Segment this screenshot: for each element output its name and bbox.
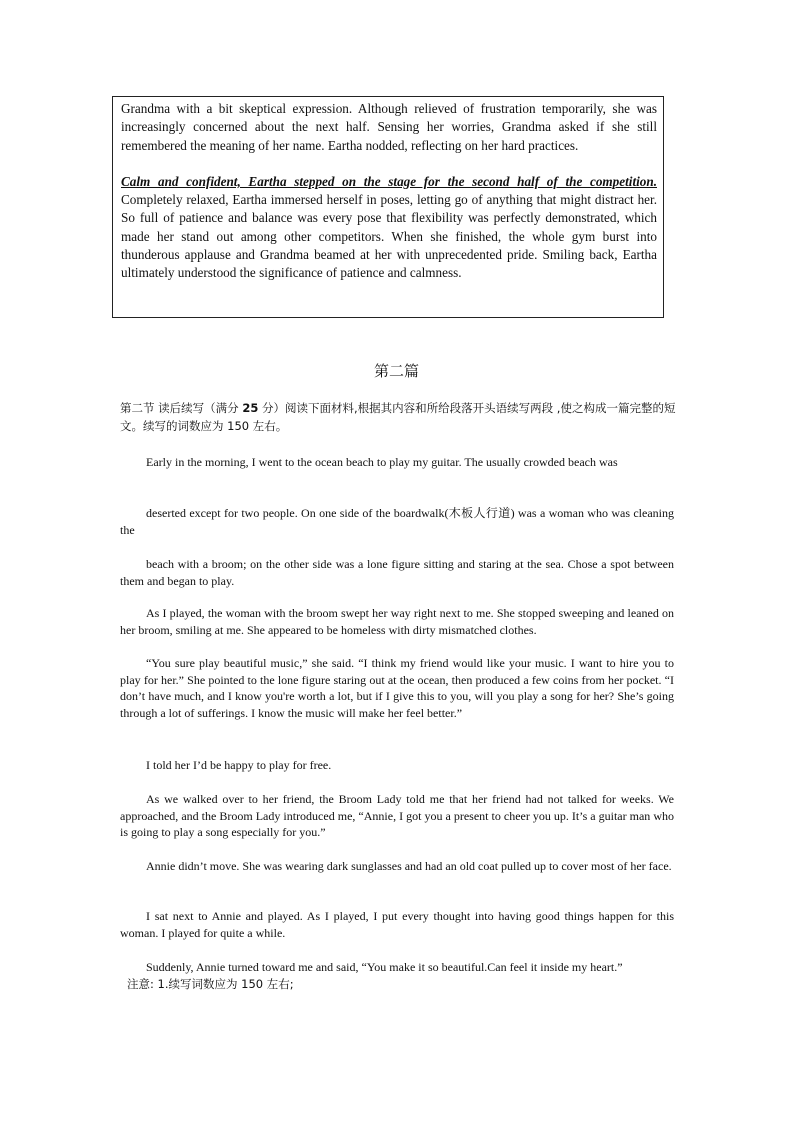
task-instructions bbox=[120, 399, 678, 435]
story-paragraph-7: As we walked over to her friend, the Broom Lady told me that her friend had not talked for weeks. We approached, and the Broom Lady introduced me, “Annie, I got you a present to cheer you up. It’s a guitar man who is going to play a song especially for you.” bbox=[120, 792, 674, 839]
box-paragraph-1: Grandma with a bit skeptical expression. Although relieved of frustration temporarily, she was increasingly concerned about the next half. Sensing her worries, Grandma asked if she still remembered the meaning of her name. Eartha nodded, reflecting on her hard practices. bbox=[121, 101, 657, 153]
story-paragraph-9: I sat next to Annie and played. As I played, I put every thought into having good things happen for this woman. I played for quite a while. bbox=[120, 909, 674, 940]
story-paragraph-4: As I played, the woman with the broom swept her way right next to me. She stopped sweeping and leaned on her broom, smiling at me. She appeared to be homeless with dirty mismatched clothes. bbox=[120, 606, 674, 637]
story-paragraph-10: Suddenly, Annie turned toward me and said, “You make it so beautiful.Can feel it inside my heart.” bbox=[146, 960, 623, 974]
story-paragraph-2: deserted except for two people. On one side of the boardwalk(木板人行道) was a woman who was cleaning the bbox=[120, 506, 674, 537]
section-heading: 第二篇 bbox=[373, 362, 419, 380]
story-paragraph-1: Early in the morning, I went to the ocean beach to play my guitar. The usually crowded beach was bbox=[146, 455, 618, 469]
story-paragraph-5: “You sure play beautiful music,” she said. “I think my friend would like your music. I want to hire you to play for her.” She pointed to the lone figure staring out at the ocean, then produced a few coins from her pocket. “I don’t have much, and I know you're worth a lot, but if I give this to you, will you play a song for her? She’s going through a lot of sufferings. I know the music will make her feel better.” bbox=[120, 656, 674, 720]
score-value: 25 bbox=[242, 401, 259, 415]
box-paragraph-2 bbox=[121, 173, 657, 283]
essay-answer-box bbox=[112, 96, 664, 318]
instructions-part-1: 第二节 读后续写（满分 bbox=[120, 401, 243, 415]
story-paragraph-6: I told her I’d be happy to play for free. bbox=[146, 758, 332, 772]
instructions-part-2: 分）阅读下面材料,根据其内容和所给段落开头语续写两段 ,使之构成一篇完整的短文。续写的词数应为 150 左右。 bbox=[120, 401, 676, 433]
story-paragraph-8: Annie didn’t move. She was wearing dark sunglasses and had an old coat pulled up to cover most of her face. bbox=[146, 859, 672, 873]
note-line: 注意: 1.续写词数应为 150 左右; bbox=[127, 977, 294, 991]
paragraph-opening-sentence: Calm and confident, Eartha stepped on the stage for the second half of the competition. bbox=[121, 173, 657, 189]
box-paragraph-2-body: Completely relaxed, Eartha immersed herself in poses, letting go of anything that might distract her. So full of patience and balance was every pose that flexibility was perfectly demonstrated, which made her stand out among other competitors. When she finished, the whole gym burst into thunderous applause and Grandma beamed at her with unprecedented pride. Smiling back, Eartha ultimately understood the significance of patience and calmness. bbox=[121, 192, 657, 281]
story-paragraph-3: beach with a broom; on the other side was a lone figure sitting and staring at the sea. Chose a spot between them and began to play. bbox=[120, 557, 674, 588]
